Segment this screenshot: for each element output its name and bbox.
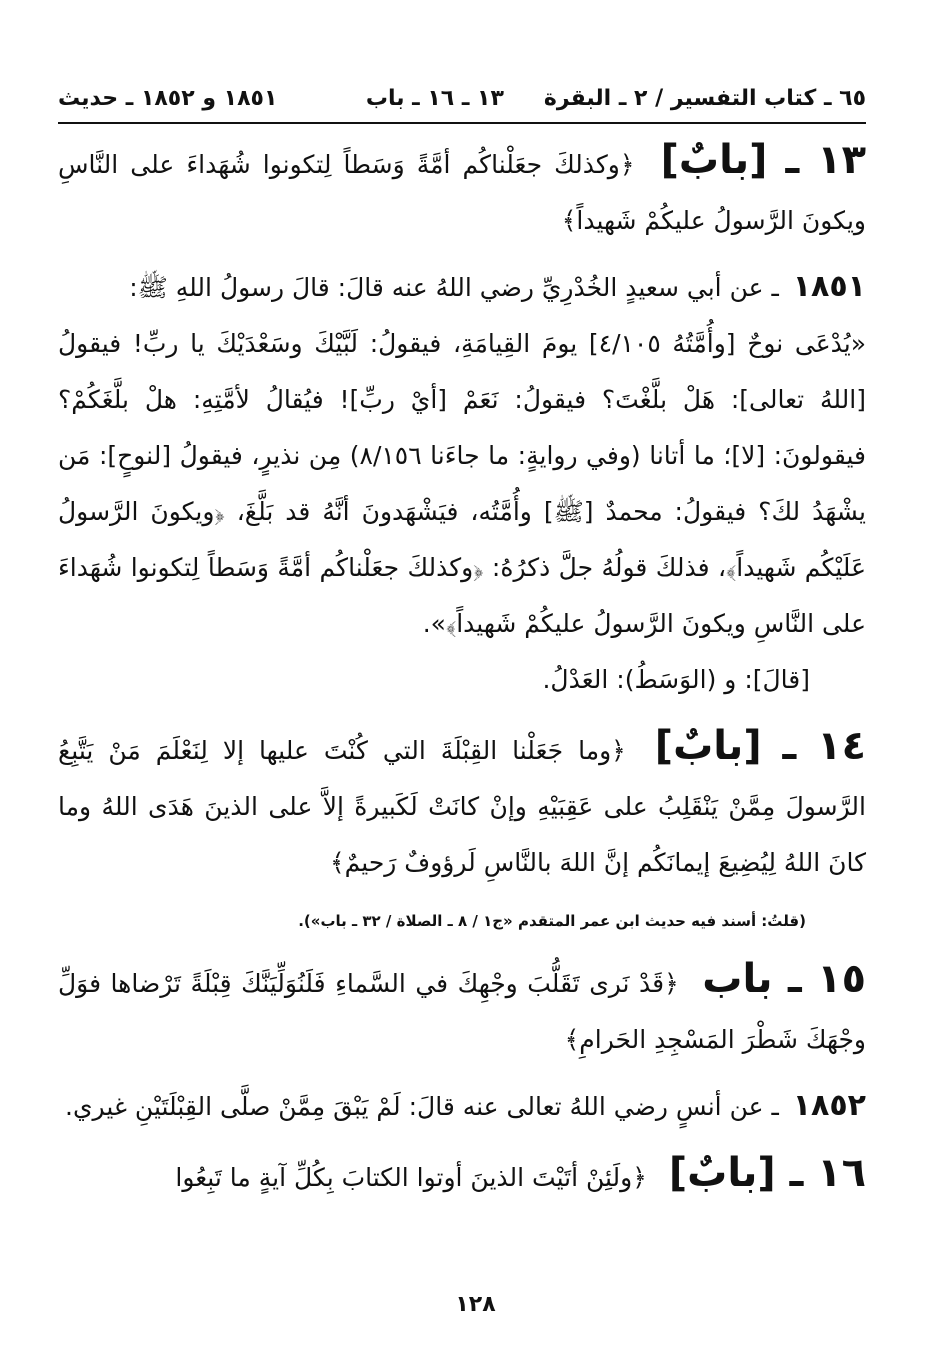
header-hadiths: ١٨٥١ و ١٨٥٢ ـ حديث: [58, 86, 278, 111]
bab-14: [58, 718, 866, 941]
hadith-1851-matn: «يُدْعَى نوحٌ [وأُمَّتُهُ ٤/١٠٥] يومَ القِيامَةِ، فيقولُ: لَبَّيْكَ وسَعْدَيْكَ يا ربِّ! فيقولُ [اللهُ تعالى]: هَلْ بلَّغْتَ؟ فيقولُ: نَعَمْ [أيْ ربِّ]! فيُقالُ لأمَّتِهِ: هلْ بلَّغَكُمْ؟ فيقولونَ: [لا]؛ ما أتانا (وفي روايةٍ: ما جاءَنا ٨/١٥٦) مِن نذيرٍ، فيقولُ [لنوحٍ]: مَن يشْهَدُ لكَ؟ فيقولُ: محمدٌ [ﷺ] وأُمَّتُه، فيَشْهَدونَ أنَّهُ قد بَلَّغَ، ﴿ويكونَ الرَّسولُ عَلَيْكُم شَهيداً﴾، فذلكَ قولُهُ جلَّ ذكرُهُ: ﴿وكذلكَ جعَلْناكُم أمَّةً وَسَطاً لِتكونوا شُهَداءَ على النَّاسِ ويكونَ الرَّسولُ عليكُمْ شَهيداً﴾».: [58, 329, 866, 638]
bab-14-verse: ﴿وما جَعَلْنا القِبْلَةَ التي كُنْتَ عليها إلا لِنَعْلَمَ مَنْ يَتَّبِعُ الرَّسولَ مِمَّنْ يَنْقَلِبُ على عَقِبَيْهِ وإنْ كانَتْ لَكَبيرةً إلاَّ على الذينَ هَدَى اللهُ وما كانَ اللهُ لِيُضِيعَ إيمانَكُم إنَّ اللهَ بالنَّاسِ لَرؤوفٌ رَحيمٌ﴾: [58, 736, 866, 877]
bab-13: [58, 132, 866, 249]
bab-14-heading: ١٤ ـ [بابٌ]: [654, 723, 866, 769]
header-babs: ١٣ ـ ١٦ ـ باب: [365, 86, 504, 111]
bab-13-heading: ١٣ ـ [بابٌ]: [660, 137, 866, 183]
header-chapter: ٦٥ ـ كتاب التفسير / ٢ ـ البقرة: [543, 86, 866, 111]
bab-16-verse: ﴿ولَئِنْ أتَيْتَ الذينَ أوتوا الكتابَ بِكُلِّ آيةٍ ما تَبِعُوا: [175, 1163, 647, 1192]
page-number: ١٢٨: [455, 1292, 496, 1317]
bab-14-note: (قلتُ: أسند فيه حديث ابن عمر المتقدم «ج١ / ٨ ـ الصلاة / ٣٢ ـ باب»).: [298, 912, 806, 930]
hadith-1851-footer: [قالَ]: و (الوَسَطُ): العَدْلُ.: [542, 665, 810, 694]
bab-16: [58, 1145, 866, 1206]
bab-16-heading: ١٦ ـ [بابٌ]: [668, 1150, 866, 1196]
hadith-1852-number: ١٨٥٢: [792, 1088, 866, 1123]
bab-15: [58, 951, 866, 1068]
running-header: [58, 86, 866, 124]
hadith-1851: [58, 259, 866, 708]
hadith-1852: [58, 1078, 866, 1135]
bab-15-heading: ١٥ ـ باب: [702, 956, 866, 1002]
page: [58, 86, 866, 1216]
hadith-1851-number: ١٨٥١: [792, 269, 866, 304]
hadith-1852-text: ـ عن أنسٍ رضي اللهُ تعالى عنه قالَ: لَمْ يَبْقَ مِمَّنْ صلَّى القِبْلَتَيْنِ غيري.: [65, 1092, 779, 1121]
bab-15-verse: ﴿قَدْ نَرى تَقَلُّبَ وجْهِكَ في السَّماءِ فَلَنُوَلِّيَنَّكَ قِبْلَةً تَرْضاها فوَلِّ وجْهَكَ شَطْرَ المَسْجِدِ الحَرامِ﴾: [58, 969, 866, 1054]
header-right: [366, 86, 866, 111]
bab-13-verse: ﴿وكذلكَ جعَلْناكُم أمَّةً وَسَطاً لِتكونوا شُهَداءَ على النَّاسِ ويكونَ الرَّسولُ عليكُمْ شَهيداً﴾: [58, 150, 866, 235]
hadith-1851-isnad: ـ عن أبي سعيدٍ الخُدْرِيِّ رضي اللهُ عنه قالَ: قالَ رسولُ اللهِ ﷺ:: [129, 273, 779, 302]
